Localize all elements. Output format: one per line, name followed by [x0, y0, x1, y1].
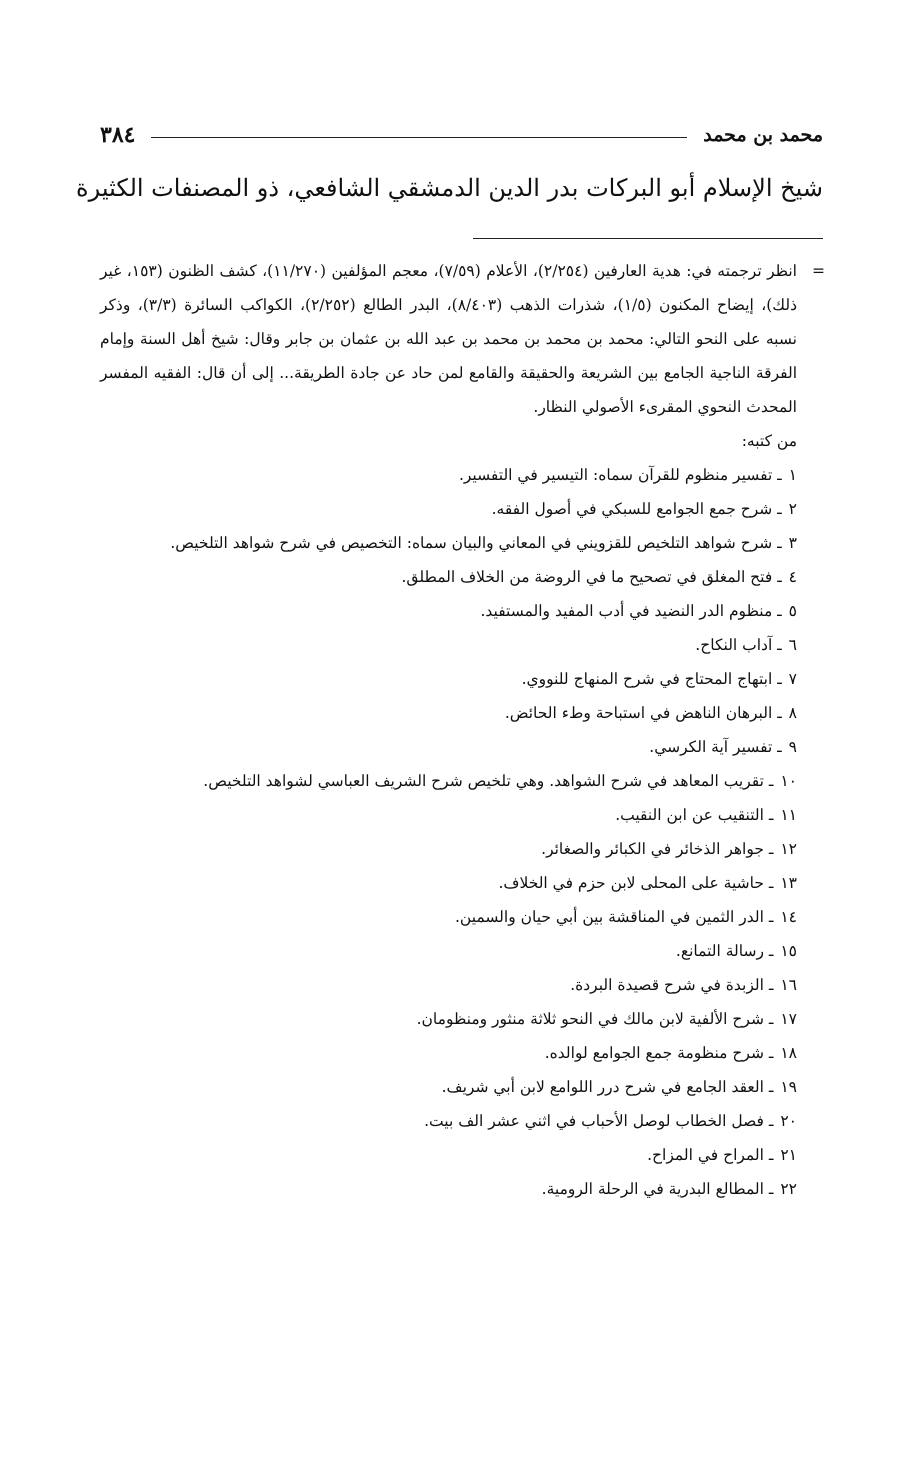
book-title: ـ شرح منظومة جمع الجوامع لوالده. — [544, 1044, 774, 1062]
book-title: ـ آداب النكاح. — [695, 636, 782, 654]
book-title: ـ شرح الألفية لابن مالك في النحو ثلاثة منثور ومنظومان. — [416, 1010, 774, 1028]
book-number: ١١ — [780, 806, 797, 824]
book-number: ١٨ — [780, 1044, 797, 1062]
books-intro: من كتبه: — [741, 432, 797, 450]
footnote-paragraph-text: انظر ترجمته في: هدية العارفين (٢/٢٥٤)، الأعلام (٧/٥٩)، معجم المؤلفين (١١/٢٧٠)، كشف الظنون (١٥٣، غير ذلك)، إيضاح المكنون (١/٥)، شذرات الذهب (٨/٤٠٣)، البدر الطالع (٢/٢٥٢)، الكواكب السائرة (٣/٣)، وذكر نسبه على النحو التالي: محمد بن محمد بن محمد بن عبد الله بن عثمان بن جابر وقال: شيخ أهل السنة وإمام الفرقة الناجية الجامع بين الشريعة والحقيقة والقامع لمن حاد عن جادة الطريقة... إلى أن قال: الفقيه المفسر المحدث النحوي المقرىء الأصولي النظار. — [100, 262, 797, 416]
book-number: ١٧ — [780, 1010, 797, 1028]
book-title: ـ شرح جمع الجوامع للسبكي في أصول الفقه. — [491, 500, 782, 518]
book-number: ١٤ — [780, 908, 797, 926]
book-number: ٦ — [788, 636, 797, 654]
running-header — [100, 118, 823, 152]
header-rule — [151, 137, 687, 138]
book-title: ـ الزبدة في شرح قصيدة البردة. — [570, 976, 774, 994]
book-title: ـ فتح المغلق في تصحيح ما في الروضة من الخلاف المطلق. — [401, 568, 782, 586]
book-list-item — [100, 832, 823, 866]
book-title: ـ التنقيب عن ابن النقيب. — [615, 806, 774, 824]
book-title: ـ شرح شواهد التلخيص للقزويني في المعاني والبيان سماه: التخصيص في شرح شواهد التلخيص. — [170, 534, 782, 552]
book-title: ـ العقد الجامع في شرح درر اللوامع لابن أبي شريف. — [441, 1078, 774, 1096]
book-list-item — [100, 1138, 823, 1172]
book-list-item — [100, 866, 823, 900]
book-list-item — [100, 696, 823, 730]
book-list-item — [100, 1172, 823, 1206]
book-number: ٥ — [788, 602, 797, 620]
book-list-item — [100, 560, 823, 594]
header-name: محمد بن محمد — [703, 124, 823, 146]
footnote-separator — [473, 238, 823, 239]
book-title: ـ جواهر الذخائر في الكبائر والصغائر. — [541, 840, 774, 858]
book-number: ١ — [788, 466, 797, 484]
book-list-item — [100, 730, 823, 764]
book-title: ـ تقريب المعاهد في شرح الشواهد. وهي تلخيص شرح الشريف العباسي لشواهد التلخيص. — [203, 772, 774, 790]
book-title: ـ رسالة التمانع. — [675, 942, 774, 960]
book-list-item — [100, 628, 823, 662]
book-list-item — [100, 1104, 823, 1138]
book-title: ـ منظوم الدر النضيد في أدب المفيد والمستفيد. — [480, 602, 782, 620]
book-list-item — [100, 594, 823, 628]
book-number: ١٣ — [780, 874, 797, 892]
footnote-section — [100, 254, 823, 1206]
continuation-mark: = — [812, 262, 825, 280]
book-list-item — [100, 526, 823, 560]
book-list-item — [100, 458, 823, 492]
book-list-item — [100, 934, 823, 968]
book-number: ٩ — [788, 738, 797, 756]
book-list-item — [100, 968, 823, 1002]
book-list-item — [100, 1070, 823, 1104]
book-title: ـ تفسير آية الكرسي. — [649, 738, 782, 756]
book-title: ـ الدر الثمين في المناقشة بين أبي حيان والسمين. — [454, 908, 774, 926]
book-title: ـ حاشية على المحلى لابن حزم في الخلاف. — [498, 874, 774, 892]
book-number: ٧ — [788, 670, 797, 688]
book-number: ٢ — [788, 500, 797, 518]
book-number: ١٠ — [780, 772, 797, 790]
book-number: ١٥ — [780, 942, 797, 960]
book-list-item — [100, 798, 823, 832]
book-list — [100, 458, 823, 1206]
book-number: ٨ — [788, 704, 797, 722]
book-title: ـ تفسير منظوم للقرآن سماه: التيسير في التفسير. — [458, 466, 782, 484]
book-number: ٢١ — [780, 1146, 797, 1164]
book-number: ٤ — [788, 568, 797, 586]
book-list-item — [100, 1002, 823, 1036]
book-number: ٣ — [788, 534, 797, 552]
book-title: ـ المطالع البدرية في الرحلة الرومية. — [541, 1180, 774, 1198]
book-title: ـ ابتهاج المحتاج في شرح المنهاج للنووي. — [521, 670, 782, 688]
main-text: شيخ الإسلام أبو البركات بدر الدين الدمشقي الشافعي، ذو المصنفات الكثيرة — [76, 174, 823, 202]
book-title: ـ فصل الخطاب لوصل الأحباب في اثني عشر الف بيت. — [424, 1112, 774, 1130]
book-number: ٢٠ — [780, 1112, 797, 1130]
book-number: ١٩ — [780, 1078, 797, 1096]
book-title: ـ البرهان الناهض في استباحة وطء الحائض. — [504, 704, 782, 722]
book-list-item — [100, 662, 823, 696]
footnote-paragraph — [100, 254, 823, 424]
book-number: ٢٢ — [780, 1180, 797, 1198]
book-number: ١٢ — [780, 840, 797, 858]
book-list-item — [100, 492, 823, 526]
book-title: ـ المراح في المزاح. — [647, 1146, 774, 1164]
book-number: ١٦ — [780, 976, 797, 994]
book-list-item — [100, 1036, 823, 1070]
book-list-item — [100, 764, 823, 798]
page-number: ٣٨٤ — [100, 122, 136, 148]
book-list-item — [100, 900, 823, 934]
